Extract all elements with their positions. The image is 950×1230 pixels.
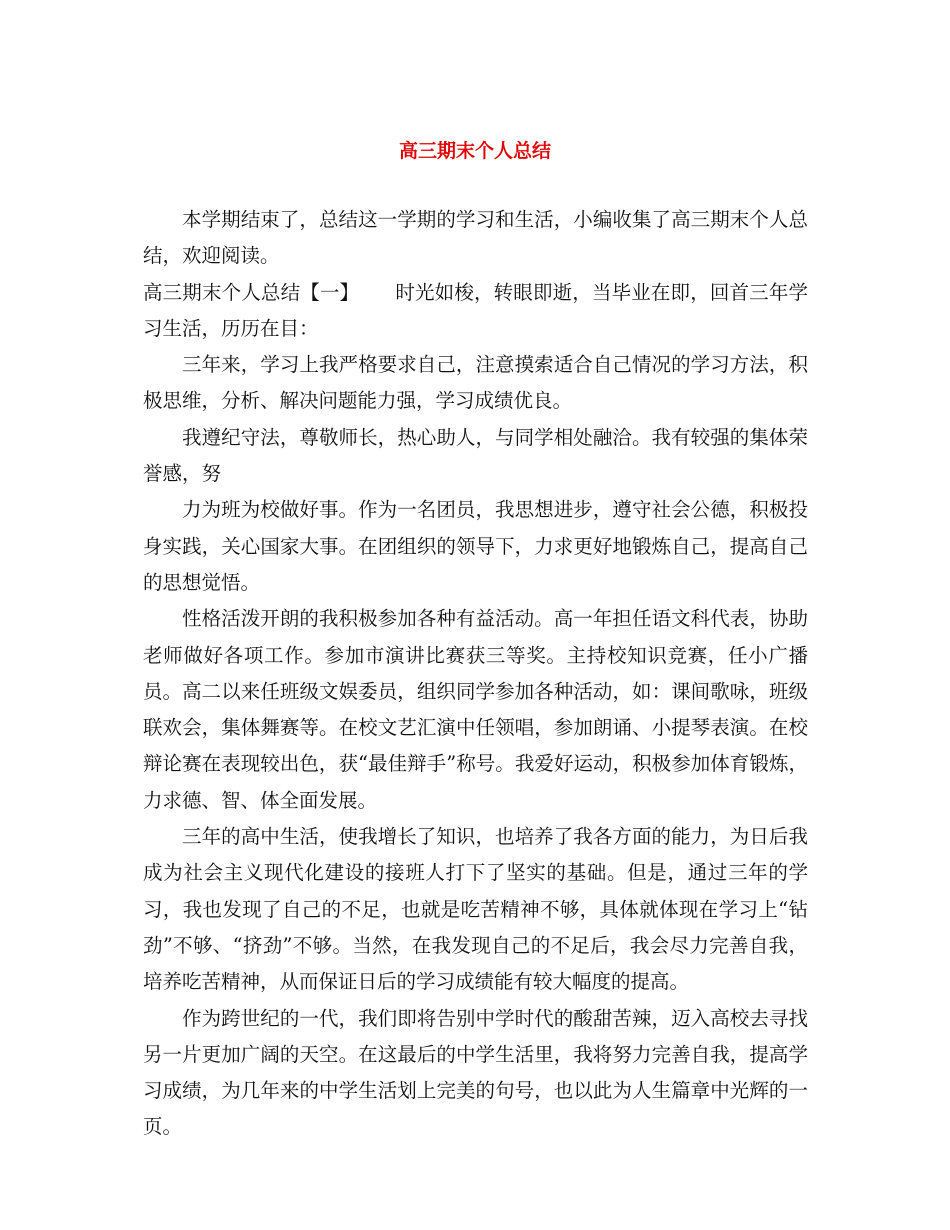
body-paragraph: 作为跨世纪的一代，我们即将告别中学时代的酸甜苦辣，迈入高校去寻找另一片更加广阔的天空。在这最后的中学生活里，我将努力完善自我，提高学习成绩，为几年来的中学生活划上完美的句号，也以此为人生篇章中光辉的一页。 <box>143 1006 808 1139</box>
document-title: 高三期末个人总结 <box>398 140 551 162</box>
intro-paragraph: 本学期结束了，总结这一学期的学习和生活，小编收集了高三期末个人总结，欢迎阅读。 <box>143 208 808 268</box>
body-paragraph: 性格活泼开朗的我积极参加各种有益活动。高一年担任语文科代表，协助老师做好各项工作。参加市演讲比赛获三等奖。主持校知识竞赛，任小广播员。高二以来任班级文娱委员，组织同学参加各种活动，如：课间歌咏，班级联欢会，集体舞赛等。在校文艺汇演中任领唱，参加朗诵、小提琴表演。在校辩论赛在表现较出色，获“最佳辩手”称号。我爱好运动，积极参加体育锻炼，力求德、智、体全面发展。 <box>143 607 808 812</box>
section-heading: 高三期末个人总结【一】 <box>143 280 360 304</box>
document-body <box>143 202 808 1146</box>
body-paragraph: 三年的高中生活，使我增长了知识，也培养了我各方面的能力，为日后我成为社会主义现代化建设的接班人打下了坚实的基础。但是，通过三年的学习，我也发现了自己的不足，也就是吃苦精神不够，具体就体现在学习上“钻劲”不够、“挤劲”不够。当然，在我发现自己的不足后，我会尽力完善自我，培养吃苦精神，从而保证日后的学习成绩能有较大幅度的提高。 <box>143 825 808 994</box>
section-first-line: 时光如梭，转眼即逝，当毕业在即，回首三年学习生活，历历在目： <box>143 280 808 340</box>
section-paragraph <box>143 275 808 348</box>
body-paragraph: 三年来，学习上我严格要求自己，注意摸索适合自己情况的学习方法，积极思维，分析、解决问题能力强，学习成绩优良。 <box>143 353 808 413</box>
body-paragraph: 我遵纪守法，尊敬师长，热心助人，与同学相处融洽。我有较强的集体荣誉感，努 <box>143 425 808 486</box>
body-paragraph: 力为班为校做好事。作为一名团员，我思想进步，遵守社会公德，积极投身实践，关心国家大事。在团组织的领导下，力求更好地锻炼自己，提高自己的思想觉悟。 <box>143 498 808 594</box>
